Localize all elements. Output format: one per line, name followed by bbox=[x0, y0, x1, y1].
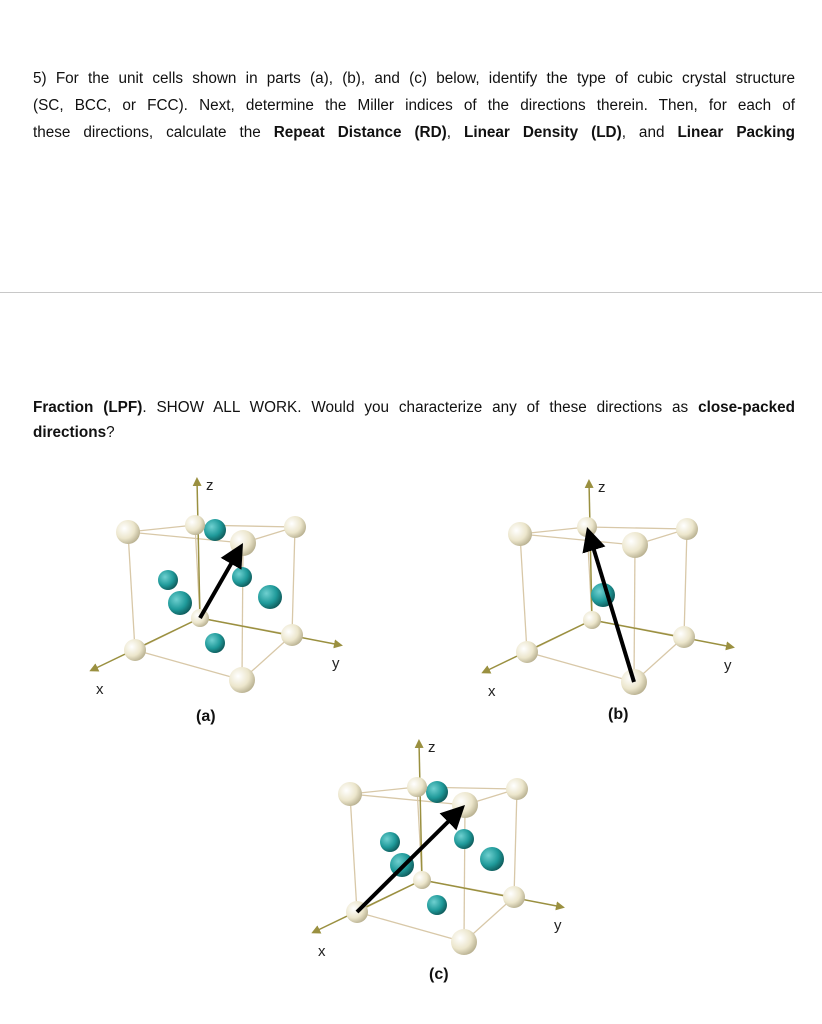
y-axis-label: y bbox=[554, 917, 562, 934]
corner-atom bbox=[116, 520, 140, 544]
x-axis bbox=[92, 618, 200, 670]
term-ld: Linear Density (LD) bbox=[463, 124, 622, 141]
cell-edge bbox=[527, 652, 634, 682]
corner-atom bbox=[577, 517, 597, 537]
corner-atom bbox=[284, 516, 306, 538]
z-axis-label: z bbox=[598, 479, 606, 496]
corner-atom bbox=[124, 639, 146, 661]
cell-edge bbox=[242, 543, 243, 680]
question-line-1: 5) For the unit cells shown in parts (a), (b), and (c) below, identify the type of cubic crystal structure bbox=[33, 70, 795, 87]
z-axis-label: z bbox=[428, 739, 436, 756]
y-axis bbox=[592, 620, 732, 647]
term-lp: Linear Packing bbox=[677, 124, 796, 141]
unit-cell-c bbox=[314, 739, 562, 960]
corner-atom bbox=[583, 611, 601, 629]
corner-atom bbox=[413, 871, 431, 889]
face-center-atom bbox=[426, 781, 448, 803]
face-center-atom bbox=[232, 567, 252, 587]
y-axis-label: y bbox=[332, 655, 340, 672]
figure-a-label: (a) bbox=[196, 708, 216, 725]
face-center-atom bbox=[454, 829, 474, 849]
corner-atom bbox=[185, 515, 205, 535]
face-center-atom bbox=[258, 585, 282, 609]
question-line-2: (SC, BCC, or FCC). Next, determine the Miller indices of the directions therein. Then, for each of bbox=[33, 97, 795, 114]
corner-atom bbox=[622, 532, 648, 558]
corner-atom bbox=[676, 518, 698, 540]
face-center-atom bbox=[480, 847, 504, 871]
text: ? bbox=[106, 424, 115, 441]
z-axis-label: z bbox=[206, 477, 214, 494]
cell-edge bbox=[587, 527, 687, 529]
cell-edge bbox=[350, 794, 465, 805]
x-axis bbox=[314, 880, 422, 932]
direction-arrow bbox=[589, 535, 634, 682]
face-center-atom bbox=[204, 519, 226, 541]
face-center-atom bbox=[380, 832, 400, 852]
corner-atom bbox=[516, 641, 538, 663]
corner-atom bbox=[229, 667, 255, 693]
cell-edge bbox=[357, 912, 464, 942]
cell-edge bbox=[128, 532, 135, 650]
cell-edge bbox=[520, 534, 527, 652]
cell-edge bbox=[292, 527, 295, 635]
unit-cell-a bbox=[92, 477, 340, 698]
corner-atom bbox=[230, 530, 256, 556]
term-directions: directions bbox=[33, 424, 107, 441]
cell-edge bbox=[634, 545, 635, 682]
figure-c-label: (c) bbox=[429, 966, 449, 983]
corner-atom bbox=[508, 522, 532, 546]
x-axis-label: x bbox=[488, 683, 496, 700]
face-center-atom bbox=[158, 570, 178, 590]
corner-atom bbox=[673, 626, 695, 648]
text: . SHOW ALL WORK. Would you characterize any of these directions as bbox=[142, 399, 699, 416]
face-center-atom bbox=[168, 591, 192, 615]
text: these directions, calculate the bbox=[33, 124, 274, 141]
corner-atom bbox=[503, 886, 525, 908]
cell-edge bbox=[464, 805, 465, 942]
unit-cell-b bbox=[484, 479, 732, 700]
corner-atom bbox=[338, 782, 362, 806]
corner-atom bbox=[506, 778, 528, 800]
cell-edge bbox=[514, 789, 517, 897]
figure-b-label: (b) bbox=[608, 706, 629, 723]
text: , and bbox=[621, 124, 678, 141]
direction-arrow bbox=[200, 550, 239, 618]
cell-edge bbox=[684, 529, 687, 637]
y-axis-label: y bbox=[724, 657, 732, 674]
x-axis bbox=[484, 620, 592, 672]
corner-atom bbox=[281, 624, 303, 646]
direction-arrow bbox=[357, 811, 459, 912]
face-center-atom bbox=[427, 895, 447, 915]
corner-atom bbox=[451, 929, 477, 955]
term-close-packed: close-packed bbox=[698, 399, 795, 416]
term-rd: Repeat Distance (RD) bbox=[273, 124, 447, 141]
cell-edge bbox=[128, 532, 243, 543]
term-lpf: Fraction (LPF) bbox=[33, 399, 143, 416]
cell-edge bbox=[350, 794, 357, 912]
corner-atom bbox=[407, 777, 427, 797]
face-center-atom bbox=[205, 633, 225, 653]
x-axis-label: x bbox=[96, 681, 104, 698]
cell-edge bbox=[135, 650, 242, 680]
text: , bbox=[446, 124, 464, 141]
x-axis-label: x bbox=[318, 943, 326, 960]
cell-edge bbox=[520, 534, 635, 545]
